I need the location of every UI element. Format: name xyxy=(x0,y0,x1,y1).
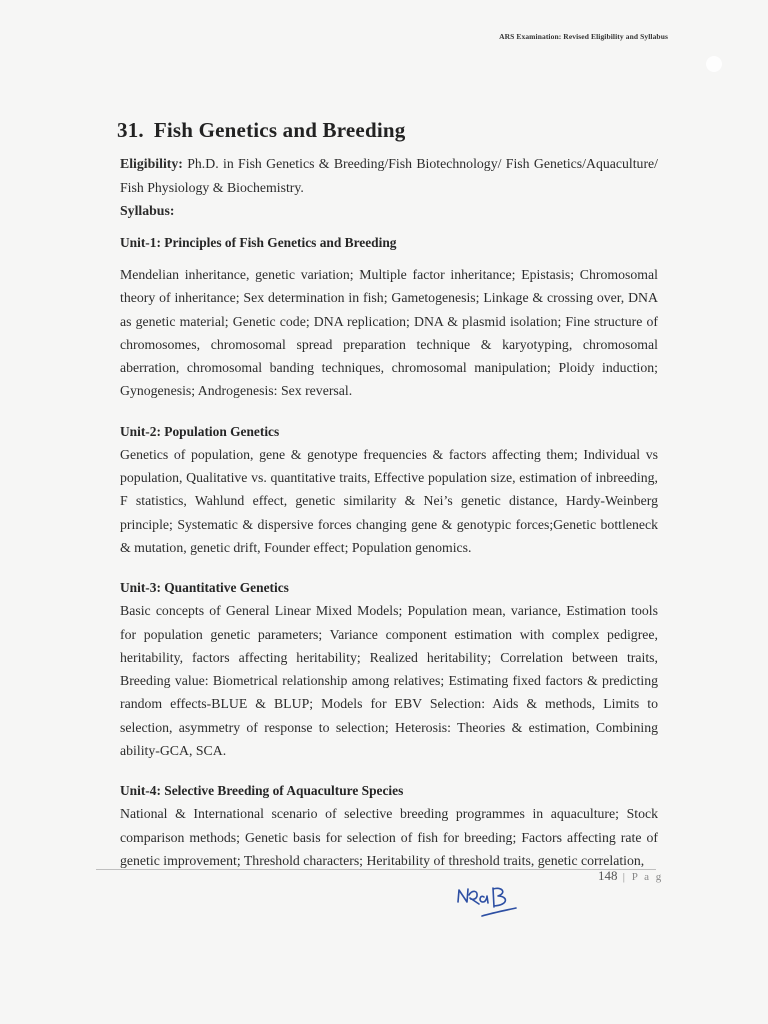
page-number-suffix: | P a g xyxy=(622,871,664,883)
unit-body: National & International scenario of selective breeding programmes in aquaculture; Stock comparison methods; Genetic basis for selection of fish for breeding; Factors affecting rate of genetic improvement; Threshold characters; Heritability of threshold traits, genetic correlation, xyxy=(120,806,658,868)
scan-smudge xyxy=(706,56,722,72)
unit-3 xyxy=(120,577,658,762)
unit-heading: Unit-3: Quantitative Genetics xyxy=(120,580,289,596)
footer-rule xyxy=(96,869,656,870)
unit-heading: Unit-1: Principles of Fish Genetics and Breeding xyxy=(120,235,397,250)
unit-heading: Unit-2: Population Genetics xyxy=(120,423,280,439)
section-title-text: Fish Genetics and Breeding xyxy=(153,118,406,142)
unit-body: Genetics of population, gene & genotype frequencies & factors affecting them; Individual vs population, Qualitative vs. quantitative traits, Effective population size, estimation of inbreeding, F statistics, Wahlund effect, genetic similarity & Nei’s genetic distance, Hardy-Weinberg principle; Systematic & dispersive forces changing gene & genotypic forces;Genetic bottleneck & mutation, genetic drift, Founder effect; Population genomics. xyxy=(120,446,658,555)
unit-body: Basic concepts of General Linear Mixed Models; Population mean, variance, Estimation tools for population genetic parameters; Variance component estimation with complex pedigree, heritability, factors affecting heritability; Realized heritability; Correlation between traits, Breeding value: Biometrical relationship among relatives; Estimating fixed factors & predicting random effects-BLUE & BLUP; Models for EBV Selection: Aids & methods, Limits to selection, asymmetry of response to selection; Heterosis: Theories & estimation, Combining ability-GCA, SCA. xyxy=(120,603,658,759)
eligibility-text: Ph.D. in Fish Genetics & Breeding/Fish Biotechnology/ Fish Genetics/Aquaculture/ Fish Physiology & Biochemistry. xyxy=(120,156,659,195)
unit-4 xyxy=(120,780,658,872)
section-number: 31. xyxy=(117,118,144,142)
unit-heading: Unit-4: Selective Breeding of Aquaculture Species xyxy=(120,783,404,799)
eligibility-label: Eligibility: xyxy=(120,156,183,171)
page-number-value: 148 xyxy=(598,868,618,883)
unit-body: Mendelian inheritance, genetic variation; Multiple factor inheritance; Epistasis; Chromosomal theory of inheritance; Sex determination in fish; Gametogenesis; Linkage & crossing over, DNA as genetic material; Genetic code; DNA replication; DNA & plasmid isolation; Fine structure of chromosomes, chromosomal spread preparation technique & karyotyping, chromosomal aberration, chromosomal banding techniques, chromosomal manipulation; Ploidy induction; Gynogenesis; Androgenesis: Sex reversal. xyxy=(120,267,658,399)
handwritten-signature xyxy=(452,880,532,926)
running-header: ARS Examination: Revised Eligibility and Syllabus xyxy=(499,32,668,41)
section-title xyxy=(117,118,658,143)
unit-2 xyxy=(120,421,658,559)
syllabus-label: Syllabus: xyxy=(120,203,175,218)
page-content xyxy=(117,118,659,890)
unit-1 xyxy=(120,232,658,403)
page-number xyxy=(598,868,663,884)
eligibility-paragraph xyxy=(120,152,658,199)
